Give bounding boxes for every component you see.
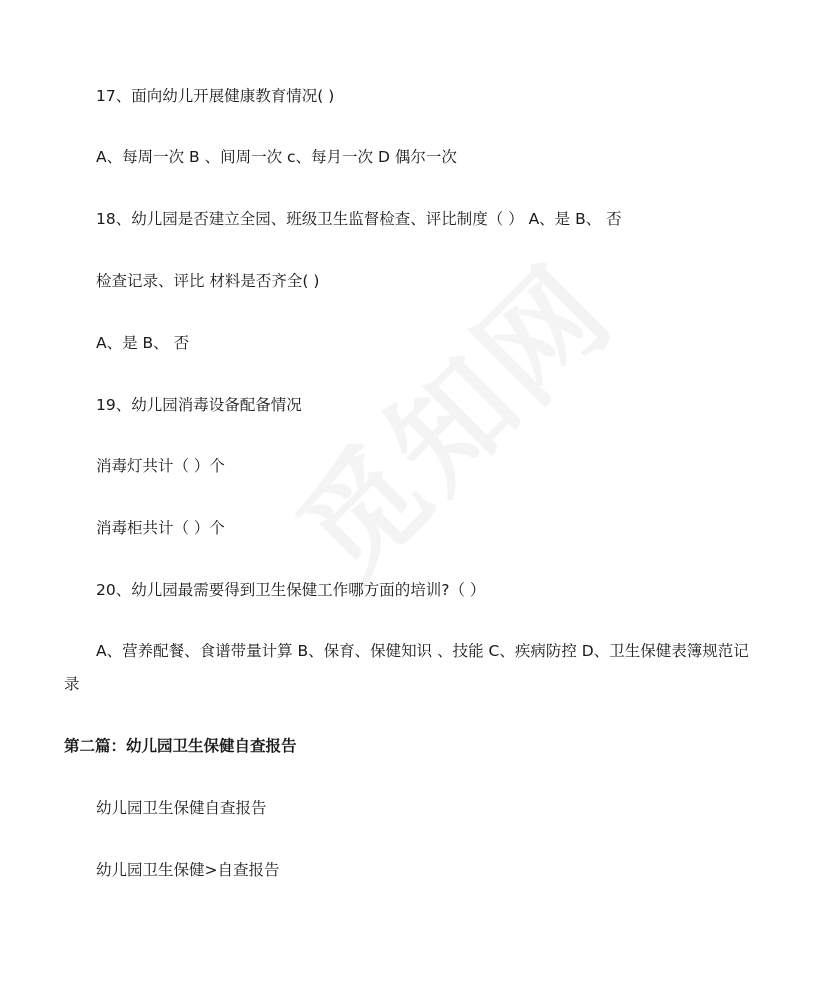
report-breadcrumb: 幼儿园卫生保健>自查报告 <box>96 861 280 879</box>
question-17: 17、面向幼儿开展健康教育情况( ) <box>96 87 335 105</box>
question-18-records: 检查记录、评比 材料是否齐全( ) <box>96 272 320 290</box>
question-20-options: A、营养配餐、食谱带量计算 B、保育、保健知识 、技能 C、疾病防控 D、卫生保健表簿规范记 <box>96 642 749 660</box>
question-19: 19、幼儿园消毒设备配备情况 <box>96 396 302 414</box>
question-20: 20、幼儿园最需要得到卫生保健工作哪方面的培训?（ ） <box>96 581 486 599</box>
question-17-options: A、每周一次 B 、间周一次 c、每月一次 D 偶尔一次 <box>96 148 457 166</box>
report-title: 幼儿园卫生保健自查报告 <box>96 799 267 817</box>
question-18: 18、幼儿园是否建立全园、班级卫生监督检查、评比制度（ ） A、是 B、 否 <box>96 210 622 228</box>
section-heading: 第二篇：幼儿园卫生保健自查报告 <box>64 737 297 755</box>
question-19-lamp-count: 消毒灯共计（ ）个 <box>96 457 225 475</box>
question-19-cabinet-count: 消毒柜共计（ ）个 <box>96 519 225 537</box>
question-20-options-continued: 录 <box>64 675 80 693</box>
question-18-options: A、是 B、 否 <box>96 334 190 352</box>
